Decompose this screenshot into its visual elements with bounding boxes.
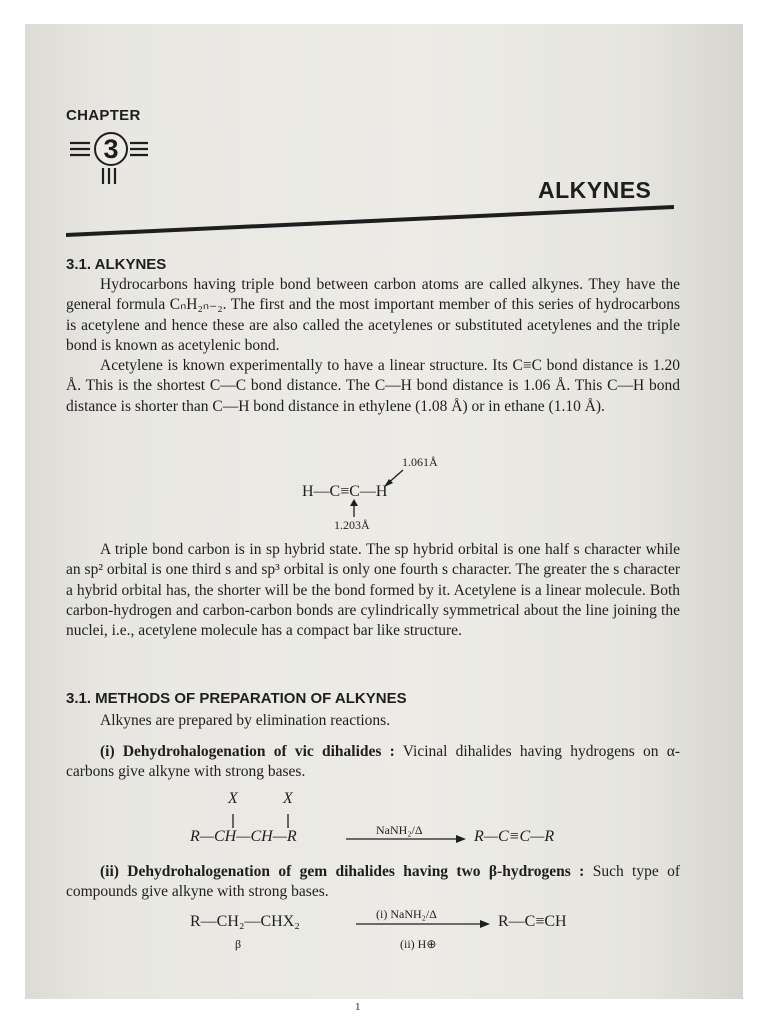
reagent-step2: (ii) H⊕ bbox=[400, 937, 437, 951]
beta-carbon-label: β bbox=[235, 937, 242, 951]
halogen-substituent: X bbox=[228, 790, 238, 807]
intro-paragraph bbox=[66, 275, 680, 417]
page-number: 1 bbox=[355, 1001, 361, 1013]
chapter-number: 3 bbox=[94, 132, 128, 166]
method2-description: Such type of compounds give alkyne with strong bases. bbox=[66, 863, 681, 901]
reaction-gem bbox=[190, 905, 630, 965]
ch-bond-length-label: 1.061Å bbox=[402, 455, 438, 469]
method2-title: (ii) Dehydrohalogenation of gem dihalides having two β-hydrogens : bbox=[100, 863, 585, 880]
method1-description: Vicinal dihalides having hydrogens on α-carbons give alkyne with strong bases. bbox=[66, 743, 680, 781]
product-alkyne: R—C≡C—R bbox=[474, 828, 555, 845]
paragraph-hybridization: A triple bond carbon is in sp hybrid state. The sp hybrid orbital is one half s character while an sp² orbital is one third s and sp³ orbital is only one fourth s character. The greater the s character a hybrid orbital has, the shorter will be the bond formed by it. Acetylene is a linear molecule. Both carbon-hydrogen and carbon-carbon bonds are cylindrically symmetrical about the line joining the nuclei, i.e., acetylene molecule has a compact bar like structure. bbox=[66, 541, 680, 640]
reaction-vic bbox=[190, 790, 630, 850]
halogen-substituent: X bbox=[283, 790, 293, 807]
section-heading-alkynes: 3.1. ALKYNES bbox=[66, 256, 167, 273]
paragraph-definition: Hydrocarbons having triple bond between carbon atoms are called alkynes. They have the general formula CₙH₂ₙ₋₂. The first and the most important member of this series of hydrocarbons is acetylene and hence these are also called the acetylenes or substituted acetylenes and the triple bond is known as acetylenic bond. bbox=[66, 276, 680, 354]
hybridization-paragraph bbox=[66, 540, 680, 641]
paragraph-bond-distance: Acetylene is known experimentally to have a linear structure. Its C≡C bond distance is 1.20 Å. This is the shortest C—C bond distance. The C—H bond distance is 1.06 Å. This C—H bond distance is shorter than C—H bond distance in ethylene (1.08 Å) or in ethane (1.10 Å). bbox=[66, 357, 680, 415]
reagent-step1: (i) NaNH₂/Δ bbox=[376, 907, 437, 921]
title-underline-divider bbox=[66, 205, 674, 237]
chapter-number-badge bbox=[70, 128, 148, 188]
reagent-sodamide: NaNH₂/Δ bbox=[376, 823, 423, 837]
chapter-label: CHAPTER bbox=[66, 107, 141, 124]
reactant-vic-dihalide: R—CH—CH—R bbox=[190, 828, 297, 845]
paragraph-elimination: Alkynes are prepared by elimination reactions. bbox=[100, 712, 391, 729]
cc-bond-length-label: 1.203Å bbox=[334, 518, 370, 532]
product-terminal-alkyne: R—C≡CH bbox=[498, 913, 567, 930]
method1-title: (i) Dehydrohalogenation of vic dihalides : bbox=[100, 743, 395, 760]
chapter-title: ALKYNES bbox=[538, 177, 652, 203]
section-heading-preparation: 3.1. METHODS OF PREPARATION OF ALKYNES bbox=[66, 690, 407, 707]
method-gem-dihalides bbox=[66, 862, 680, 903]
reactant-gem-dihalide: R—CH₂—CHX₂ bbox=[190, 913, 300, 930]
method-vic-dihalides bbox=[66, 742, 680, 783]
preparation-intro bbox=[66, 711, 680, 731]
acetylene-formula: H—C≡C—H bbox=[302, 483, 388, 500]
acetylene-structure bbox=[300, 455, 460, 535]
